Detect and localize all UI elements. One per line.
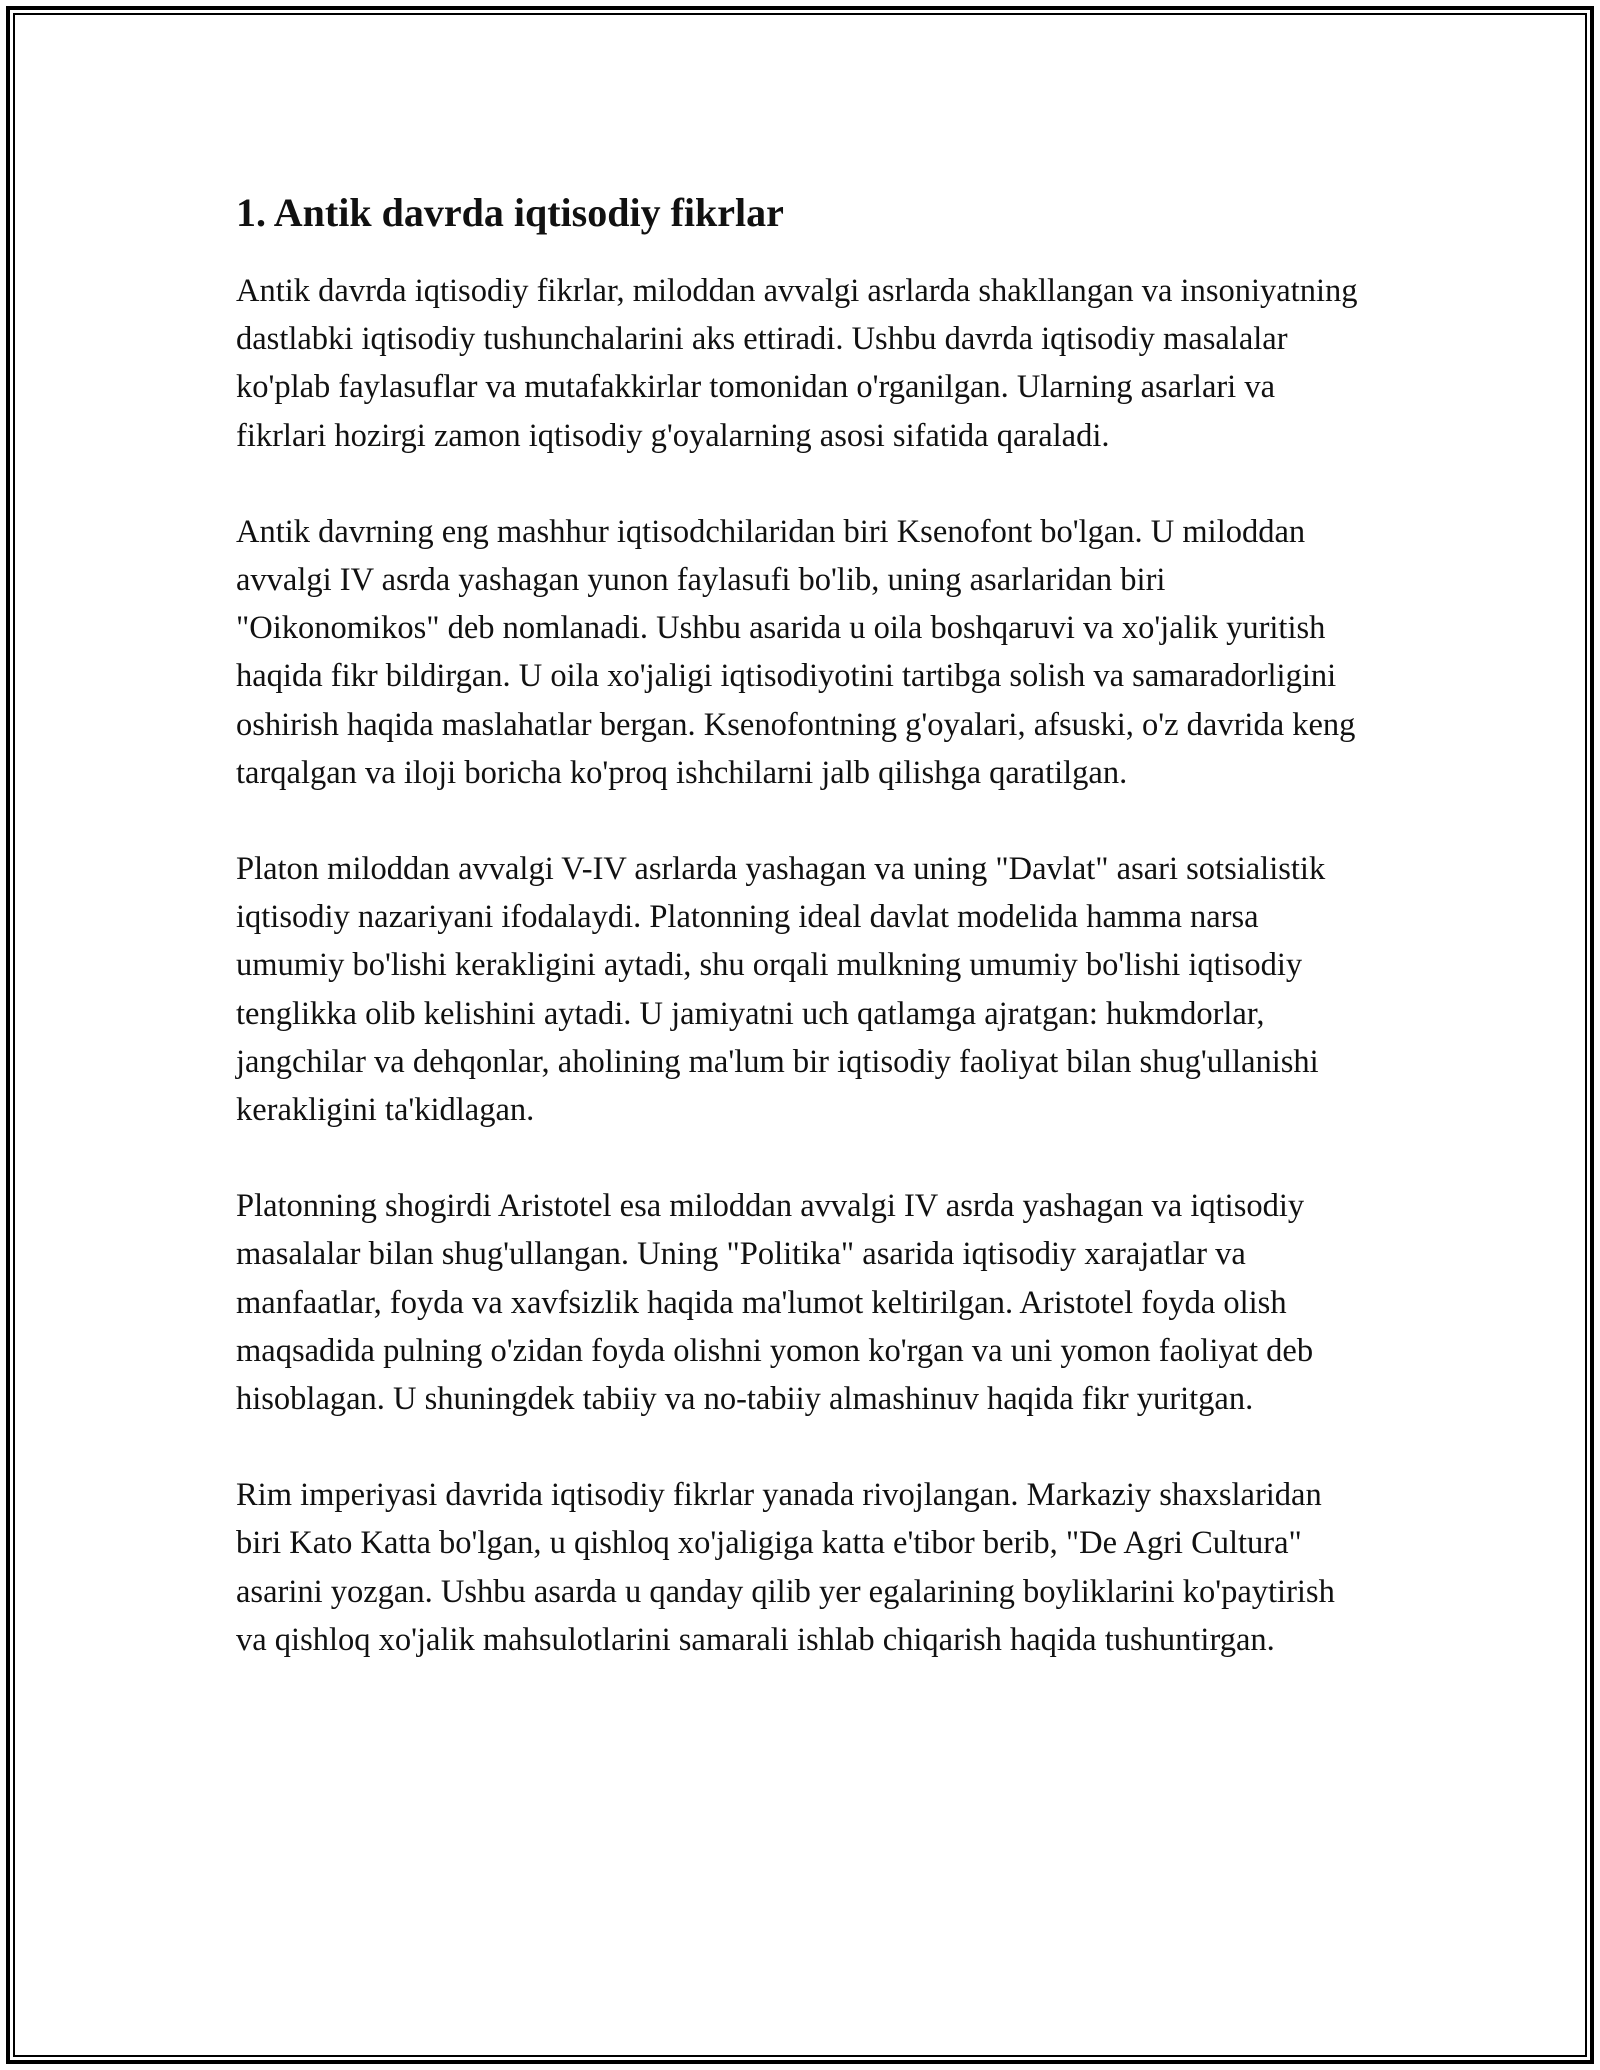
paragraph-platon: Platon miloddan avvalgi V-IV asrlarda yashagan va uning "Davlat" asari sotsialistik iqtisodiy nazariyani ifodalaydi. Platonning ideal davlat modelida hamma narsa umumiy bo'lishi kerakligini aytadi, shu orqali mulkning umumiy bo'lishi iqtisodiy tenglikka olib kelishini aytadi. U jamiyatni uch qatlamga ajratgan: hukmdorlar, jangchilar va dehqonlar, aholining ma'lum bir iqtisodiy faoliyat bilan shug'ullanishi kerakligini ta'kidlagan. [236,851,1326,1129]
paragraph-rim: Rim imperiyasi davrida iqtisodiy fikrlar yanada rivojlangan. Markaziy shaxslaridan biri Kato Katta bo'lgan, u qishloq xo'jaligiga katta e'tibor berib, "De Agri Cultura" asarini yozgan. Ushbu asarda u qanday qilib yer egalarining boyliklarini ko'paytirish va qishloq xo'jalik mahsulotlarini samarali ishlab chiqarish haqida tushuntirgan. [236,1477,1335,1658]
paragraph-intro: Antik davrda iqtisodiy fikrlar, miloddan avvalgi asrlarda shakllangan va insoniyatning dastlabki iqtisodiy tushunchalarini aks ettiradi. Ushbu davrda iqtisodiy masalalar ko'plab faylasuflar va mutafakkirlar tomonidan o'rganilgan. Ularning asarlari va fikrlari hozirgi zamon iqtisodiy g'oyalarning asosi sifatida qaraladi. [236,273,1358,454]
document-body [236,185,1366,1664]
section-heading: 1. Antik davrda iqtisodiy fikrlar [236,190,784,235]
paragraph-aristotel: Platonning shogirdi Aristotel esa miloddan avvalgi IV asrda yashagan va iqtisodiy masalalar bilan shug'ullangan. Uning "Politika" asarida iqtisodiy xarajatlar va manfaatlar, foyda va xavfsizlik haqida ma'lumot keltirilgan. Aristotel foyda olish maqsadida pulning o'zidan foyda olishni yomon ko'rgan va uni yomon faoliyat deb hisoblagan. U shuningdek tabiiy va no-tabiiy almashinuv haqida fikr yuritgan. [236,1188,1314,1418]
paragraph-ksenofont: Antik davrning eng mashhur iqtisodchilaridan biri Ksenofont bo'lgan. U miloddan avvalgi IV asrda yashagan yunon faylasufi bo'lib, uning asarlaridan biri "Oikonomikos" deb nomlanadi. Ushbu asarida u oila boshqaruvi va xo'jalik yuritish haqida fikr bildirgan. U oila xo'jaligi iqtisodiyotini tartibga solish va samaradorligini oshirish haqida maslahatlar bergan. Ksenofontning g'oyalari, afsuski, o'z davrida keng tarqalgan va iloji boricha ko'proq ishchilarni jalb qilishga qaratilgan. [236,513,1356,791]
